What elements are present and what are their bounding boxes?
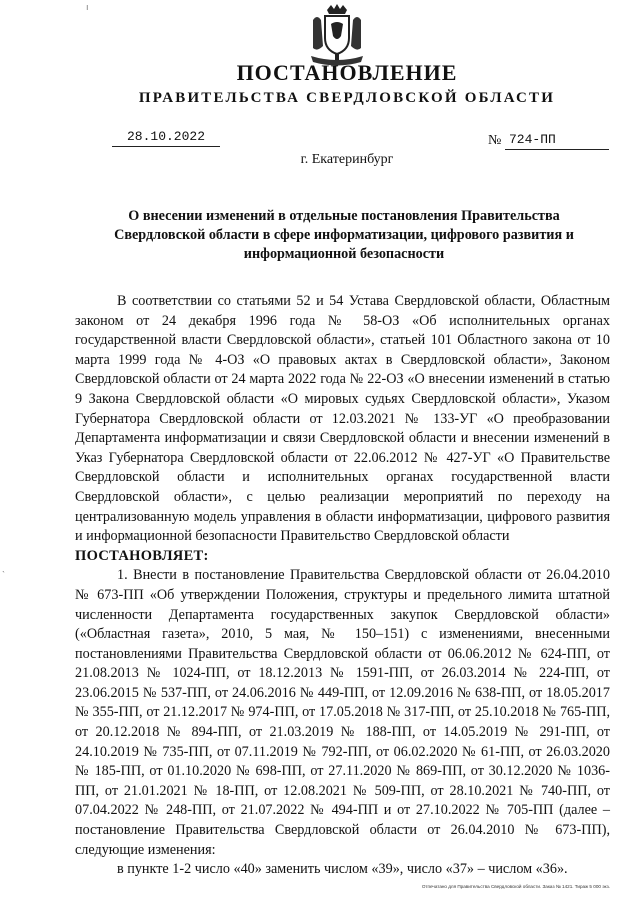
- document-body: [75, 292, 610, 880]
- document-date: 28.10.2022: [112, 128, 220, 147]
- decree-word: ПОСТАНОВЛЯЕТ:: [75, 547, 209, 564]
- document-title: О внесении изменений в отдельные постановления Правительства Свердловской области в сфере информатизации, цифрового развития и информационной безопасности: [114, 208, 574, 262]
- document-type-heading: ПОСТАНОВЛЕНИЕ: [236, 60, 458, 85]
- city-line: г. Екатеринбург: [300, 152, 394, 167]
- number-label: №: [488, 133, 502, 148]
- document-number: 724-ПП: [505, 131, 609, 150]
- preamble-paragraph: В соответствии со статьями 52 и 54 Устава Свердловской области, Областным законом от 24 декабря 1996 года № 58-ОЗ «Об исполнительных органах государственной власти Свердловской области», статьей 101 Областного закона от 10 марта 1999 года № 4-ОЗ «О правовых актах в Свердловской области», Законом Свердловской области от 24 марта 2022 года № 22-ОЗ «О внесении изменений в статью 9 Закона Свердловской области «О мировых судьях Свердловской области», Указом Губернатора Свердловской области от 12.03.2021 № 133-УГ «О преобразовании Департамента информатизации и связи Свердловской области и внесении изменений в Указ Губернатора Свердловской области от 22.06.2012 № 427-УГ «О Правительстве Свердловской области и исполнительных органах государственной власти Свердловской области», с целью реализации мероприятий по переходу на централизованную модель управления в области информатизации, цифрового развития и информационной безопасности Правительство Свердловской области: [75, 293, 610, 545]
- scan-mark: ı: [86, 2, 89, 12]
- item-1-subparagraph: в пункте 1-2 число «40» заменить числом «39», число «37» – числом «36».: [117, 861, 568, 878]
- print-footer: Отпечатано для Правительства Свердловской области. Заказ № 1421. Тираж 5 000 экз.: [421, 884, 610, 889]
- scan-mark: `: [2, 570, 5, 580]
- issuer-heading: ПРАВИТЕЛЬСТВА СВЕРДЛОВСКОЙ ОБЛАСТИ: [138, 90, 556, 106]
- item-1-paragraph: 1. Внести в постановление Правительства Свердловской области от 26.04.2010 № 673-ПП «Об утверждении Положения, структуры и предельного лимита штатной численности Департамента государственных закупок Свердловской области» («Областная газета», 2010, 5 мая, № 150–151) с изменениями, внесенными постановлениями Правительства Свердловской области от 06.06.2012 № 624-ПП, от 21.08.2013 № 1024-ПП, от 18.12.2013 № 1591-ПП, от 26.03.2014 № 224-ПП, от 23.06.2015 № 537-ПП, от 24.06.2016 № 449-ПП, от 12.09.2016 № 638-ПП, от 18.05.2017 № 355-ПП, от 21.12.2017 № 974-ПП, от 17.05.2018 № 317-ПП, от 25.10.2018 № 765-ПП, от 20.12.2018 № 894-ПП, от 21.03.2019 № 188-ПП, от 14.05.2019 № 291-ПП, от 24.10.2019 № 735-ПП, от 07.11.2019 № 792-ПП, от 06.02.2020 № 61-ПП, от 26.03.2020 № 185-ПП, от 01.10.2020 № 698-ПП, от 27.11.2020 № 869-ПП, от 30.12.2020 № 1036-ПП, от 21.01.2021 № 18-ПП, от 12.08.2021 № 509-ПП, от 28.10.2021 № 740-ПП, от 07.04.2022 № 248-ПП, от 21.07.2022 № 494-ПП и от 27.10.2022 № 705-ПП (далее – постановление Правительства Свердловской области от 26.04.2010 № 673-ПП), следующие изменения:: [75, 567, 610, 858]
